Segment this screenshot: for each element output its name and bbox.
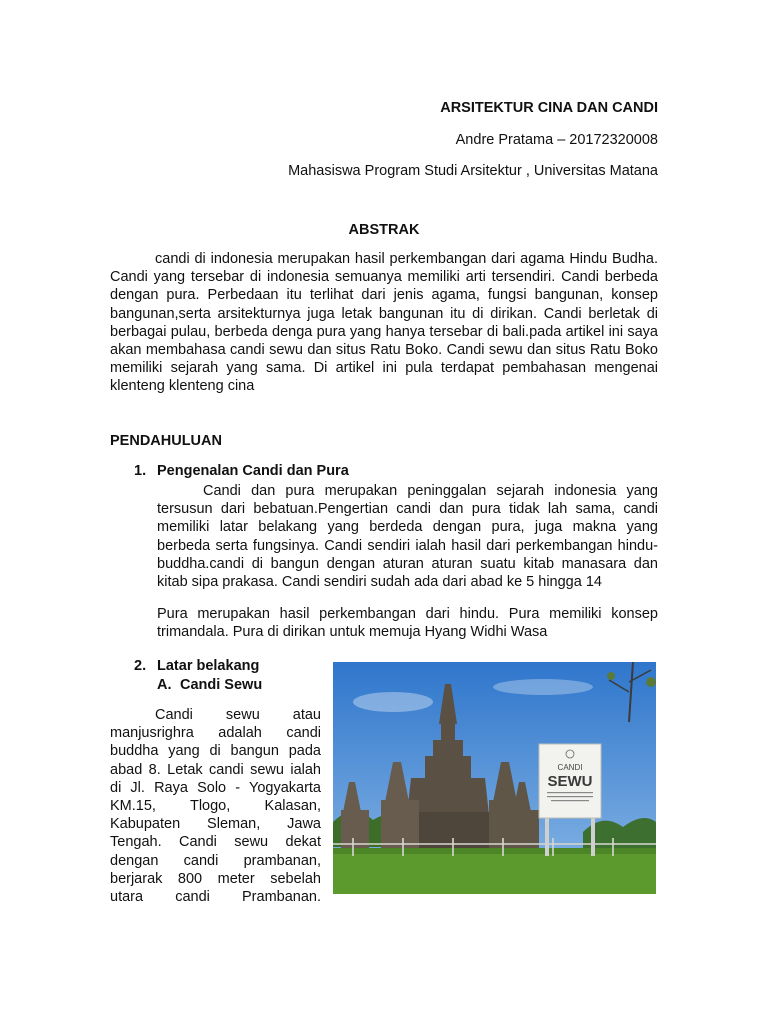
section-2-heading [134,658,259,674]
affiliation-line: Mahasiswa Program Studi Arsitektur , Universitas Matana [288,163,658,179]
subsection-a-title: Candi Sewu [180,677,263,693]
section-1-title: Pengenalan Candi dan Pura [157,463,349,479]
abstract-text: candi di indonesia merupakan hasil perkembangan dari agama Hindu Budha. Candi yang tersebar di indonesia semuanya memiliki arti tersendiri. Candi berbeda dengan pura. Perbedaan itu terlihat dari jenis agama, fungsi bangunan, konsep bangunan,serta arsitekturnya juga letak bangunan itu di dirikan. Candi berletak di berbagai pulau, berbeda denga pura yang hanya tersebar di bali.pada artikel ini saya akan membahasa candi sewu dan situs Ratu Boko. Candi sewu dan situs Ratu Boko memiliki sejarah yang sama. Di artikel ini pula terdapat pembahasan mengenai klenteng klenteng cina [110,251,658,395]
author-line: Andre Pratama – 20172320008 [455,132,658,148]
grass [333,848,656,894]
section-1-number: 1. [134,463,147,479]
candi-sewu-photo [333,662,656,894]
subsection-a-letter: A. [157,677,172,693]
section-1-heading [134,463,349,479]
sign-label-big: SEWU [547,773,593,790]
abstract-heading: ABSTRAK [348,222,420,238]
section-2-title: Latar belakang [157,658,260,674]
sign-label-small: CANDI [557,763,583,772]
section-1-paragraph-1: Candi dan pura merupakan peninggalan sejarah indonesia yang tersusun dari bebatuan.Pengertian candi dan pura tidak lah sama, candi memiliki latar belakang yang berdeda dengan pura, juga makna yang berbeda serta fungsinya. Candi sendiri ialah hasil dari perkembangan hindu-buddha.candi di bangun dengan aturan aturan suatu kitab manasara dan kitab sipa prakasa. Candi sendiri sudah ada dari abad ke 5 hingga 14 [157,483,658,591]
subsection-a-heading [157,677,262,693]
paper-title: ARSITEKTUR CINA DAN CANDI [440,100,658,116]
section-1-paragraph-2: Pura merupakan hasil perkembangan dari hindu. Pura memiliki konsep trimandala. Pura di dirikan untuk memuja Hyang Widhi Wasa [157,606,658,641]
intro-heading: PENDAHULUAN [110,433,222,449]
candi-sewu-paragraph: Candi sewu atau manjusrighra adalah candi buddha yang di bangun pada abad 8. Letak candi sewu ialah di Jl. Raya Solo - Yogyakarta KM.15, Tlogo, Kalasan, Kabupaten Sleman, Jawa Tengah. Candi sewu dekat dengan candi prambanan, berjarak 800 meter sebelah utara candi Prambanan. [110,707,321,906]
section-2-number: 2. [134,658,147,674]
